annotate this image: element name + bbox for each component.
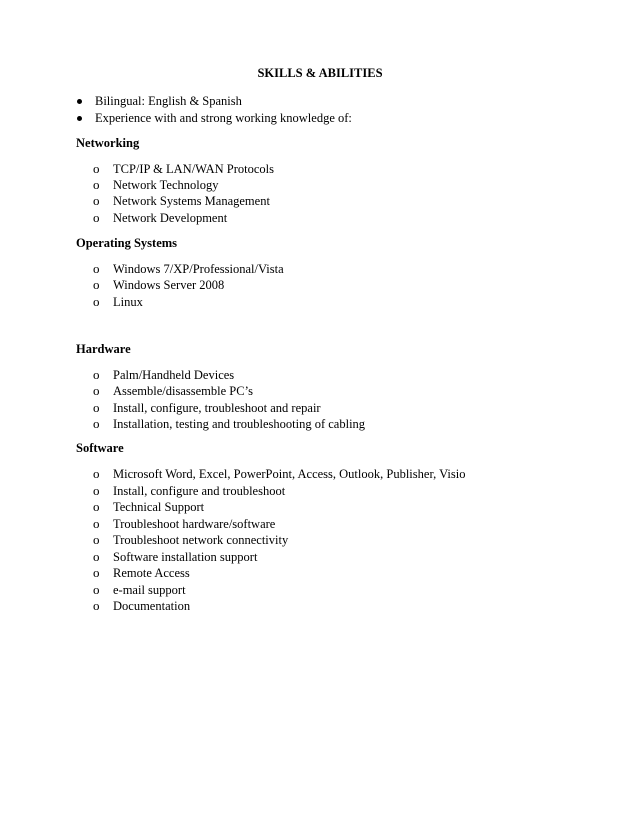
circle-bullet-icon: o: [93, 161, 100, 176]
circle-bullet-icon: o: [93, 383, 100, 398]
page-title: SKILLS & ABILITIES: [257, 66, 383, 80]
circle-bullet-icon: o: [93, 565, 100, 580]
bullet-icon: [77, 99, 82, 104]
section-heading-hardware: Hardware: [76, 342, 131, 356]
circle-bullet-icon: o: [93, 516, 100, 531]
circle-bullet-icon: o: [93, 277, 100, 292]
circle-bullet-icon: o: [93, 210, 100, 225]
circle-bullet-icon: o: [93, 261, 100, 276]
circle-bullet-icon: o: [93, 466, 100, 481]
circle-bullet-icon: o: [93, 483, 100, 498]
circle-bullet-icon: o: [93, 416, 100, 431]
circle-bullet-icon: o: [93, 294, 100, 309]
bullet-text: Bilingual: English & Spanish: [95, 94, 242, 108]
section-heading-operating-systems: Operating Systems: [76, 236, 178, 250]
circle-bullet-icon: o: [93, 549, 100, 564]
section-heading-networking: Networking: [76, 136, 140, 150]
circle-bullet-icon: o: [93, 177, 100, 192]
circle-bullet-icon: o: [93, 598, 100, 613]
circle-bullet-icon: o: [93, 499, 100, 514]
bullet-icon: [77, 116, 82, 121]
bullet-text: Experience with and strong working knowledge of:: [95, 111, 352, 125]
circle-bullet-icon: o: [93, 367, 100, 382]
circle-bullet-icon: o: [93, 193, 100, 208]
circle-bullet-icon: o: [93, 582, 100, 597]
circle-bullet-icon: o: [93, 532, 100, 547]
circle-bullet-icon: o: [93, 400, 100, 415]
section-heading-software: Software: [76, 441, 124, 455]
